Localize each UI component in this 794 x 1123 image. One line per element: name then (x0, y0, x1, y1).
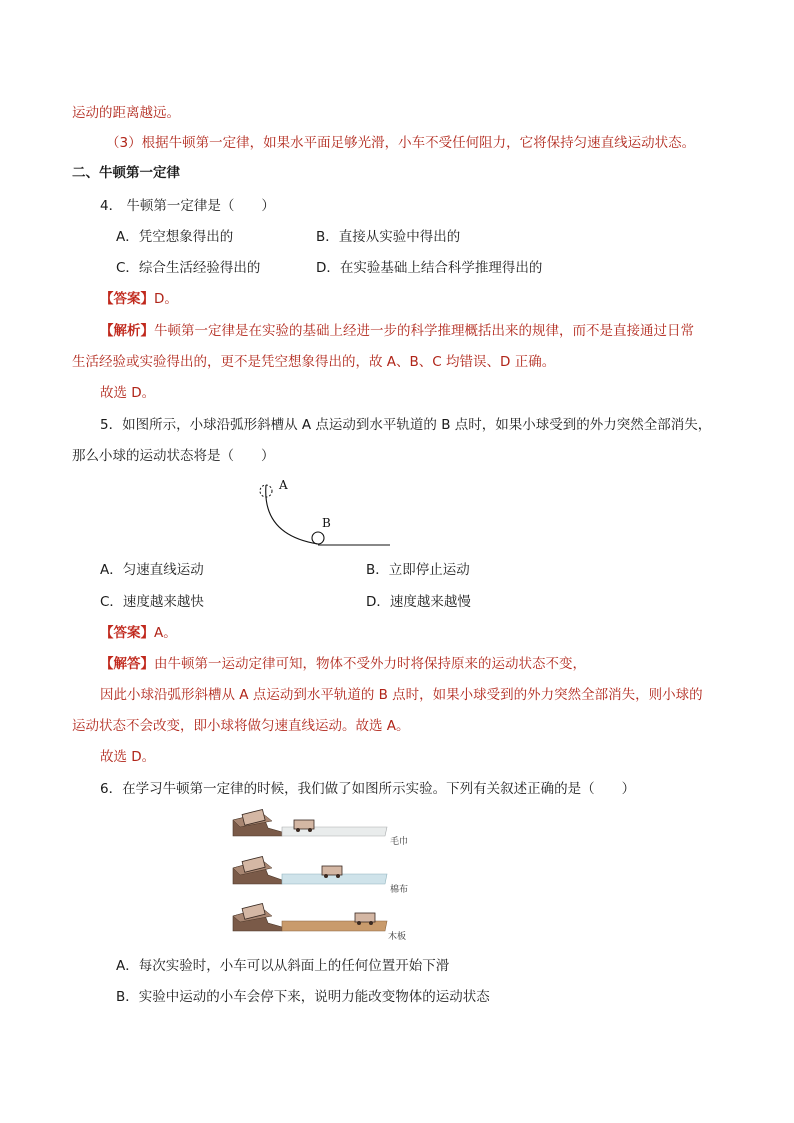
point-a-label: A (279, 478, 288, 492)
q4-option-b: B．直接从实验中得出的 (316, 229, 461, 245)
answer-value: A。 (154, 625, 177, 641)
answer-value: D。 (154, 291, 178, 307)
q5-stem-line-2: 那么小球的运动状态将是（ ） (72, 448, 275, 464)
surface-label-towel: 毛巾 (390, 837, 409, 847)
cart-icon (322, 866, 342, 875)
surface-label-wood: 木板 (388, 932, 407, 942)
experiment-row-towel (233, 809, 408, 847)
q5-option-c: C．速度越来越快 (100, 594, 204, 610)
answer-tag: 【答案】 (100, 291, 154, 307)
point-3-text: （3）根据牛顿第一定律，如果水平面足够光滑，小车不受任何阻力，它将保持匀速直线运动状态。 (106, 135, 696, 151)
q5-analysis-line-2: 因此小球沿弧形斜槽从 A 点运动到水平轨道的 B 点时，如果小球受到的外力突然全部消失，则小球的 (100, 687, 703, 703)
q5-stem-line-1: 5．如图所示，小球沿弧形斜槽从 A 点运动到水平轨道的 B 点时，如果小球受到的外力突然全部消失， (100, 417, 712, 433)
q6-option-b: B．实验中运动的小车会停下来，说明力能改变物体的运动状态 (116, 989, 490, 1005)
experiment-row-wood (233, 903, 406, 942)
cart-icon (294, 820, 314, 829)
point-b-label: B (322, 516, 331, 530)
q6-stem: 6．在学习牛顿第一定律的时候，我们做了如图所示实验。下列有关叙述正确的是（ ） (100, 781, 636, 797)
q4-option-c: C．综合生活经验得出的 (116, 260, 261, 276)
answer-tag: 【答案】 (100, 625, 154, 641)
continuation-line: 运动的距离越远。 (72, 105, 180, 121)
q5-choose: 故选 D。 (100, 749, 156, 765)
q4-choose: 故选 D。 (100, 385, 156, 401)
surface-label-cotton: 棉布 (390, 885, 409, 895)
analysis-text: 牛顿第一定律是在实验的基础上经进一步的科学推理概括出来的规律，而不是直接通过日常 (154, 323, 694, 339)
q5-option-d: D．速度越来越慢 (366, 594, 471, 610)
section-heading: 二、牛顿第一定律 (72, 165, 180, 181)
q5-option-a: A．匀速直线运动 (100, 562, 204, 578)
cart-icon (355, 913, 375, 922)
q6-option-a: A．每次实验时，小车可以从斜面上的任何位置开始下滑 (116, 958, 450, 974)
q4-stem: 4． 牛顿第一定律是（ ） (100, 198, 275, 214)
q4-option-a: A．凭空想象得出的 (116, 229, 234, 245)
analysis-tag: 【解答】 (100, 656, 154, 672)
q4-option-d: D．在实验基础上结合科学推理得出的 (316, 260, 543, 276)
q5-analysis-line-3: 运动状态不会改变，即小球将做匀速直线运动。故选 A。 (72, 718, 410, 734)
experiment-row-cotton (233, 856, 408, 895)
q5-option-b: B．立即停止运动 (366, 562, 470, 578)
analysis-tag: 【解析】 (100, 323, 154, 339)
q4-analysis-line-2: 生活经验或实验得出的，更不是凭空想象得出的，故 A、B、C 均错误、D 正确。 (72, 354, 556, 370)
analysis-text: 由牛顿第一运动定律可知，物体不受外力时将保持原来的运动状态不变， (154, 656, 586, 672)
